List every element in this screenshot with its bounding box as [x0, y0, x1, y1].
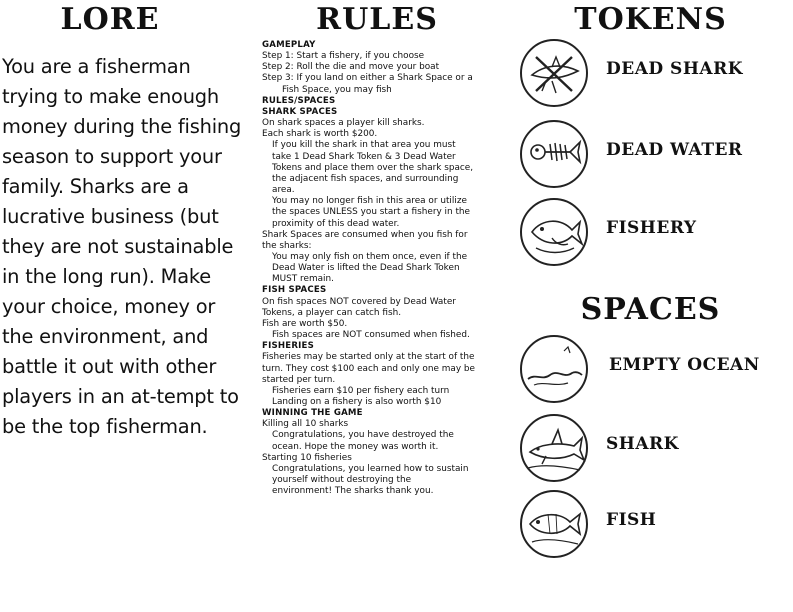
rules-section-heading: FISHERIES — [262, 341, 314, 352]
rules-section-heading: RULES/SPACES — [262, 95, 336, 106]
rules-line: Dead Water is lifted the Dead Shark Token — [272, 263, 460, 274]
lore-column — [0, 0, 250, 442]
fish-skeleton-icon — [520, 120, 588, 188]
rules-line: Step 3: If you land on either a Shark Space or a — [262, 73, 473, 84]
rules-line: MUST remain. — [272, 274, 334, 285]
space-label: EMPTY OCEAN — [609, 355, 760, 375]
rules-body — [262, 40, 507, 497]
shark-icon — [520, 414, 588, 482]
rules-section-heading: SHARK SPACES — [262, 106, 338, 117]
rules-line: If you kill the shark in that area you must — [272, 140, 456, 151]
space-empty-ocean — [520, 335, 790, 409]
rules-line: You may no longer fish in this area or utilize — [272, 196, 467, 207]
space-fish — [520, 490, 790, 564]
token-dead-shark — [520, 39, 790, 113]
rules-section-heading: GAMEPLAY — [262, 40, 316, 50]
rules-column — [262, 0, 507, 497]
rules-section-heading: WINNING THE GAME — [262, 408, 363, 419]
rules-line: On fish spaces NOT covered by Dead Water — [262, 296, 456, 307]
rules-line: Congratulations, you have destroyed the — [272, 430, 454, 441]
rules-title: RULES — [316, 2, 438, 37]
rules-line: Fish spaces are NOT consumed when fished. — [272, 330, 470, 341]
tokens-column — [508, 0, 793, 38]
rules-line: Killing all 10 sharks — [262, 419, 349, 430]
token-label: DEAD SHARK — [606, 59, 743, 79]
rules-line: take 1 Dead Shark Token & 3 Dead Water — [272, 151, 456, 162]
rules-line: Congratulations, you learned how to sustain — [272, 463, 469, 474]
rules-line: Each shark is worth $200. — [262, 129, 378, 140]
token-dead-water — [520, 120, 790, 194]
rules-line: environment! The sharks thank you. — [272, 486, 434, 497]
rules-line: the adjacent fish spaces, and surrounding — [272, 173, 459, 184]
rules-line: Tokens and place them over the shark space, — [272, 162, 474, 173]
rules-line: Fisheries may be started only at the start of the — [262, 352, 475, 363]
rules-line: Fish are worth $50. — [262, 318, 348, 329]
fish-icon — [520, 490, 588, 558]
lore-title: LORE — [60, 2, 160, 37]
rules-line: Starting 10 fisheries — [262, 452, 352, 463]
rules-line: turn. They cost $100 each and only one may be — [262, 363, 476, 374]
token-fishery — [520, 198, 790, 272]
rules-line: the spaces UNLESS you start a fishery in the — [272, 207, 471, 218]
rules-line: Fish Space, you may fish — [282, 84, 392, 95]
rules-line: Step 1: Start a fishery, if you choose — [262, 51, 425, 62]
token-label: DEAD WATER — [606, 140, 743, 160]
ocean-wave-icon — [520, 335, 588, 403]
space-shark — [520, 414, 790, 488]
fishery-icon — [520, 198, 588, 266]
rules-line: area. — [272, 185, 295, 196]
token-label: FISHERY — [606, 218, 697, 238]
space-label: SHARK — [606, 434, 679, 454]
rules-line: started per turn. — [262, 374, 336, 385]
rules-line: yourself without destroying the — [272, 475, 412, 486]
dead-shark-icon — [520, 39, 588, 107]
rules-line: proximity of this dead water. — [272, 218, 400, 229]
rules-section-heading: FISH SPACES — [262, 285, 327, 296]
rules-line: the sharks: — [262, 240, 312, 251]
rules-line: Landing on a fishery is also worth $10 — [272, 397, 442, 407]
spaces-title: SPACES — [580, 292, 721, 327]
rules-line: Fisheries earn $10 per fishery each turn — [272, 385, 450, 396]
rules-line: Tokens, a player can catch fish. — [262, 307, 402, 318]
spaces-heading — [508, 292, 793, 328]
rules-line: ocean. Hope the money was worth it. — [272, 441, 439, 452]
rules-line: On shark spaces a player kill sharks. — [262, 118, 425, 129]
rules-line: Shark Spaces are consumed when you fish for — [262, 229, 468, 240]
lore-text: You are a fisherman trying to make enough money during the fishing season to support your family. Sharks are a lucrative business (but they are not sustainable in the long run). Make your choice, money or the environment, and battle it out with other players in an at-tempt to be the top fisherman. — [2, 55, 242, 438]
rules-line: Step 2: Roll the die and move your boat — [262, 62, 440, 73]
tokens-title: TOKENS — [574, 2, 727, 37]
space-label: FISH — [606, 510, 657, 530]
rules-line: You may only fish on them once, even if the — [272, 251, 468, 262]
